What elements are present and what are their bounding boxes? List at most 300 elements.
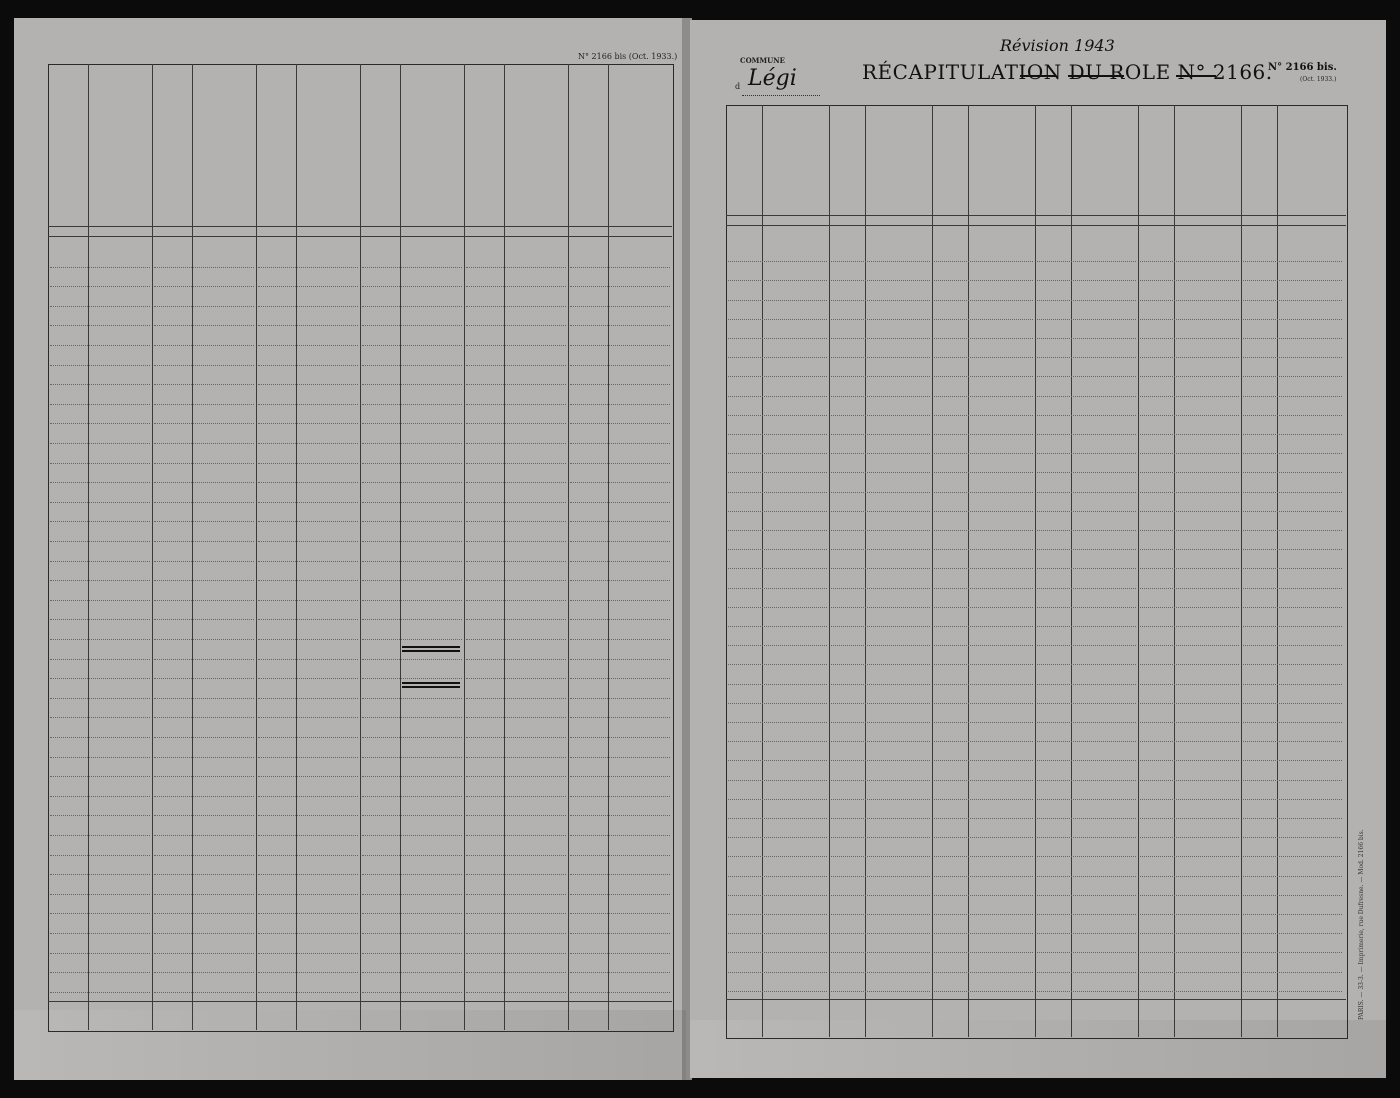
ruled-line [831, 856, 930, 857]
ruled-line [934, 856, 1033, 857]
ruled-line [154, 874, 254, 875]
header-amounts [1277, 147, 1344, 161]
ruled-line [466, 404, 566, 405]
ruled-line [934, 741, 1033, 742]
ruled-line [728, 933, 827, 934]
ruled-line [1037, 818, 1136, 819]
ruled-line [362, 423, 462, 424]
ruled-line [466, 541, 566, 542]
ruled-line [831, 607, 930, 608]
ruled-line [362, 815, 462, 816]
ruled-line [154, 815, 254, 816]
ruled-line [831, 664, 930, 665]
header-page-numbers [256, 92, 296, 106]
ruled-line [362, 600, 462, 601]
column-divider [1174, 105, 1175, 1037]
ruled-line [934, 568, 1033, 569]
ruled-line [466, 972, 566, 973]
ruled-line [831, 952, 930, 953]
ruled-line [570, 384, 670, 385]
ruled-line [1037, 972, 1136, 973]
ruled-line [1140, 664, 1239, 665]
ruled-line [1140, 895, 1239, 896]
ruled-line [831, 453, 930, 454]
ruled-line [466, 835, 566, 836]
ruled-line [1140, 549, 1239, 550]
ruled-line [1037, 799, 1136, 800]
ruled-line [466, 639, 566, 640]
ruled-line [1140, 472, 1239, 473]
ruled-line [362, 267, 462, 268]
ruled-line [50, 561, 150, 562]
ruled-line [728, 876, 827, 877]
ruled-line [362, 913, 462, 914]
ruled-line [728, 511, 827, 512]
ruled-line [154, 619, 254, 620]
ruled-line [728, 856, 827, 857]
ruled-line [1243, 991, 1342, 992]
header-page-numbers [48, 92, 88, 106]
ruled-line [258, 365, 358, 366]
commune-prefix: d [735, 82, 741, 91]
ruled-line [570, 600, 670, 601]
ruled-line [934, 319, 1033, 320]
ruled-line [50, 541, 150, 542]
ruled-line [1243, 933, 1342, 934]
ruled-line [466, 619, 566, 620]
ruled-line [50, 757, 150, 758]
ruled-line [362, 325, 462, 326]
ruled-line [570, 698, 670, 699]
ruled-line [934, 530, 1033, 531]
ruled-line [466, 561, 566, 562]
ruled-line [1037, 837, 1136, 838]
ruled-line [50, 345, 150, 346]
commune-name: Légi [748, 66, 797, 91]
ruled-line [466, 776, 566, 777]
ruled-line [728, 453, 827, 454]
ruled-line [258, 619, 358, 620]
header-amounts [968, 147, 1035, 161]
ruled-line [570, 463, 670, 464]
ruled-line [1037, 338, 1136, 339]
ruled-line [934, 396, 1033, 397]
ruled-line [154, 267, 254, 268]
ruled-line [154, 306, 254, 307]
ruled-line [50, 325, 150, 326]
ruled-line [466, 286, 566, 287]
column-divider [762, 105, 763, 1037]
ruled-line [728, 741, 827, 742]
ruled-line [570, 443, 670, 444]
ruled-line [1243, 684, 1342, 685]
ruled-line [154, 502, 254, 503]
ruled-line [154, 482, 254, 483]
ruled-line [154, 913, 254, 914]
ruled-line [1037, 453, 1136, 454]
printer-imprint: PARIS. — 33-3. — Imprimerie, rue Dufresne. — Mod. 2166 bis. [1358, 829, 1365, 1020]
ruled-line [154, 855, 254, 856]
ruled-line [570, 639, 670, 640]
column-divider [932, 105, 933, 1037]
ruled-line [50, 286, 150, 287]
ruled-line [154, 659, 254, 660]
ruled-line [258, 384, 358, 385]
ruled-line [831, 722, 930, 723]
ruled-line [1243, 760, 1342, 761]
ruled-line [1243, 376, 1342, 377]
ruled-line [362, 286, 462, 287]
ruled-line [934, 780, 1033, 781]
ruled-line [466, 796, 566, 797]
ruled-line [50, 463, 150, 464]
header-amounts [1071, 147, 1138, 161]
ruled-line [50, 815, 150, 816]
ruled-line [831, 568, 930, 569]
ruled-line [258, 580, 358, 581]
ruled-line [154, 717, 254, 718]
ruled-line [831, 837, 930, 838]
ruled-line [831, 972, 930, 973]
ruled-line [50, 521, 150, 522]
ruled-line [570, 894, 670, 895]
ruled-line [1037, 703, 1136, 704]
ruled-line [934, 300, 1033, 301]
ruled-line [50, 913, 150, 914]
ruled-line [831, 357, 930, 358]
ruled-line [154, 384, 254, 385]
total-double-rule [402, 682, 460, 684]
ruled-line [1243, 703, 1342, 704]
ruled-line [1037, 607, 1136, 608]
ruled-line [50, 894, 150, 895]
ruled-line [466, 933, 566, 934]
ruled-line [258, 815, 358, 816]
column-divider [968, 105, 969, 1037]
ruled-line [934, 261, 1033, 262]
ruled-line [362, 659, 462, 660]
ruled-line [50, 659, 150, 660]
ruled-line [154, 521, 254, 522]
ledger-header-rule [726, 215, 1346, 216]
ruled-line [934, 799, 1033, 800]
ruled-line [258, 443, 358, 444]
ruled-line [1140, 991, 1239, 992]
ruled-line [1140, 376, 1239, 377]
column-divider [152, 64, 153, 1030]
ruled-line [258, 600, 358, 601]
ruled-line [1037, 991, 1136, 992]
ruled-line [570, 404, 670, 405]
ruled-line [934, 837, 1033, 838]
ruled-line [258, 404, 358, 405]
right-ledger-table [726, 105, 1348, 1039]
ruled-line [466, 267, 566, 268]
ruled-line [1140, 933, 1239, 934]
ruled-line [728, 818, 827, 819]
ruled-line [1140, 319, 1239, 320]
ruled-line [50, 717, 150, 718]
ruled-line [728, 530, 827, 531]
ruled-line [50, 972, 150, 973]
ruled-line [466, 698, 566, 699]
ruled-line [50, 776, 150, 777]
ruled-line [934, 952, 1033, 953]
ruled-line [728, 396, 827, 397]
ruled-line [258, 717, 358, 718]
ruled-line [1140, 357, 1239, 358]
ruled-line [1243, 357, 1342, 358]
ruled-line [154, 835, 254, 836]
ruled-line [1037, 434, 1136, 435]
ruled-line [728, 261, 827, 262]
commune-underline [742, 95, 820, 96]
ruled-line [831, 549, 930, 550]
ruled-line [1140, 972, 1239, 973]
ruled-line [728, 722, 827, 723]
header-page-numbers [360, 92, 400, 106]
ruled-line [362, 933, 462, 934]
header-amounts [1174, 147, 1241, 161]
ruled-line [258, 463, 358, 464]
ruled-line [728, 952, 827, 953]
page-title: RÉCAPITULATION DU ROLE N° 2166. [862, 60, 1273, 84]
ruled-line [570, 306, 670, 307]
ruled-line [831, 684, 930, 685]
ruled-line [258, 894, 358, 895]
ruled-line [1037, 568, 1136, 569]
header-amounts [192, 100, 256, 114]
ruled-line [1243, 799, 1342, 800]
ruled-line [1140, 760, 1239, 761]
ruled-line [934, 818, 1033, 819]
ruled-line [258, 913, 358, 914]
ruled-line [831, 588, 930, 589]
ruled-line [154, 972, 254, 973]
ruled-line [1243, 856, 1342, 857]
ruled-line [362, 619, 462, 620]
ruled-line [1140, 588, 1239, 589]
ruled-line [570, 796, 670, 797]
ruled-line [1140, 856, 1239, 857]
ruled-line [258, 757, 358, 758]
ruled-line [1037, 280, 1136, 281]
ruled-line [362, 404, 462, 405]
ruled-line [728, 492, 827, 493]
ruled-line [570, 992, 670, 993]
ruled-line [362, 345, 462, 346]
ruled-line [831, 760, 930, 761]
ruled-line [258, 639, 358, 640]
ruled-line [1037, 645, 1136, 646]
ruled-line [1037, 511, 1136, 512]
ruled-line [934, 588, 1033, 589]
ruled-line [570, 502, 670, 503]
ruled-line [362, 972, 462, 973]
column-divider [608, 64, 609, 1030]
ruled-line [831, 338, 930, 339]
commune-label: COMMUNE [740, 56, 786, 65]
ruled-line [728, 664, 827, 665]
ruled-line [728, 357, 827, 358]
ruled-line [728, 568, 827, 569]
ruled-line [1140, 530, 1239, 531]
ruled-line [1140, 780, 1239, 781]
ruled-line [570, 541, 670, 542]
ruled-line [1243, 549, 1342, 550]
ruled-line [570, 933, 670, 934]
header-page-numbers [829, 139, 865, 153]
ruled-line [831, 818, 930, 819]
ruled-line [258, 521, 358, 522]
ruled-line [831, 511, 930, 512]
ruled-line [570, 972, 670, 973]
header-amounts [504, 100, 568, 114]
ruled-line [466, 953, 566, 954]
ruled-line [50, 796, 150, 797]
ruled-line [831, 492, 930, 493]
ruled-line [1140, 415, 1239, 416]
column-divider [1071, 105, 1072, 1037]
ruled-line [1140, 914, 1239, 915]
ruled-line [258, 325, 358, 326]
ruled-line [466, 678, 566, 679]
ruled-line [1037, 952, 1136, 953]
ruled-line [1140, 511, 1239, 512]
ruled-line [362, 757, 462, 758]
ruled-line [258, 286, 358, 287]
ruled-line [1243, 434, 1342, 435]
ruled-line [362, 835, 462, 836]
ruled-line [934, 664, 1033, 665]
ruled-line [570, 953, 670, 954]
ruled-line [831, 741, 930, 742]
ruled-line [258, 737, 358, 738]
ruled-line [934, 876, 1033, 877]
ruled-line [1243, 415, 1342, 416]
ruled-line [466, 521, 566, 522]
ruled-line [362, 639, 462, 640]
ruled-line [1037, 492, 1136, 493]
ruled-line [728, 338, 827, 339]
ruled-line [258, 835, 358, 836]
ruled-line [728, 549, 827, 550]
title-strikethrough [1020, 75, 1056, 77]
right-form-date: (Oct. 1933.) [1300, 76, 1337, 83]
ruled-line [50, 619, 150, 620]
ruled-line [570, 835, 670, 836]
ruled-line [831, 376, 930, 377]
ruled-line [934, 991, 1033, 992]
ruled-line [1243, 876, 1342, 877]
ruled-line [154, 286, 254, 287]
header-page-numbers [1241, 139, 1277, 153]
ruled-line [831, 261, 930, 262]
column-divider [360, 64, 361, 1030]
ruled-line [934, 972, 1033, 973]
ruled-line [1243, 338, 1342, 339]
ruled-line [1243, 607, 1342, 608]
header-page-numbers [464, 92, 504, 106]
ruled-line [934, 760, 1033, 761]
ruled-line [934, 511, 1033, 512]
ruled-line [1037, 376, 1136, 377]
ruled-line [466, 992, 566, 993]
ruled-line [1140, 396, 1239, 397]
total-double-rule [402, 650, 460, 652]
title-strikethrough [1176, 75, 1216, 77]
ruled-line [50, 443, 150, 444]
ruled-line [258, 972, 358, 973]
ruled-line [728, 434, 827, 435]
ruled-line [1037, 722, 1136, 723]
header-amounts [762, 147, 829, 161]
ruled-line [1140, 876, 1239, 877]
ruled-line [831, 876, 930, 877]
ruled-line [154, 698, 254, 699]
ruled-line [362, 463, 462, 464]
title-strikethrough [1068, 75, 1124, 77]
ruled-line [362, 796, 462, 797]
ruled-line [570, 345, 670, 346]
ruled-line [466, 443, 566, 444]
ruled-line [728, 703, 827, 704]
ruled-line [50, 835, 150, 836]
ruled-line [934, 703, 1033, 704]
ruled-line [728, 991, 827, 992]
ruled-line [466, 482, 566, 483]
ruled-line [728, 914, 827, 915]
ruled-line [258, 659, 358, 660]
ruled-line [362, 365, 462, 366]
ruled-line [728, 472, 827, 473]
ruled-line [258, 953, 358, 954]
ruled-line [258, 306, 358, 307]
ruled-line [934, 895, 1033, 896]
ruled-line [570, 678, 670, 679]
ruled-line [362, 502, 462, 503]
ruled-line [466, 737, 566, 738]
ruled-line [154, 737, 254, 738]
ruled-line [466, 384, 566, 385]
ruled-line [1243, 492, 1342, 493]
ruled-line [154, 561, 254, 562]
ruled-line [50, 855, 150, 856]
ruled-line [50, 992, 150, 993]
ruled-line [934, 453, 1033, 454]
ruled-line [1037, 876, 1136, 877]
ruled-line [1037, 530, 1136, 531]
ruled-line [154, 894, 254, 895]
ruled-line [362, 992, 462, 993]
ruled-line [1140, 722, 1239, 723]
ruled-line [570, 423, 670, 424]
ruled-line [1037, 664, 1136, 665]
column-divider [1241, 105, 1242, 1037]
column-divider [1277, 105, 1278, 1037]
ruled-line [1243, 952, 1342, 953]
left-ledger-table [48, 64, 674, 1032]
ruled-line [1243, 261, 1342, 262]
ruled-line [154, 423, 254, 424]
ruled-line [1243, 568, 1342, 569]
ruled-line [154, 776, 254, 777]
ruled-line [1140, 684, 1239, 685]
ruled-line [831, 799, 930, 800]
ruled-line [831, 300, 930, 301]
ruled-line [1140, 741, 1239, 742]
ruled-line [1037, 588, 1136, 589]
